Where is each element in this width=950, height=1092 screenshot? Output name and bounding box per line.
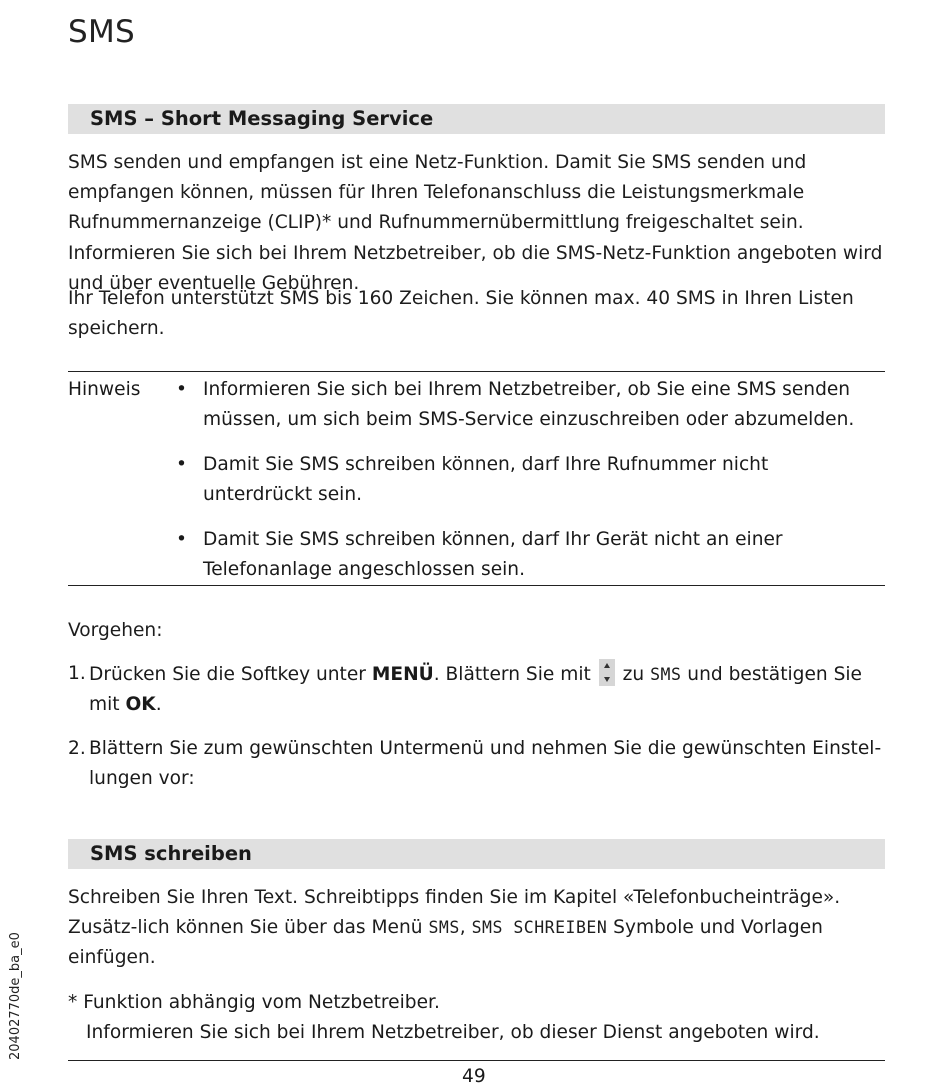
bullet-icon: • xyxy=(176,379,187,400)
lcd-menu-text: SMS xyxy=(650,665,682,684)
step-text-part: und bestätigen Sie mit xyxy=(89,664,862,716)
hint-bottom-rule xyxy=(68,585,885,586)
ok-key-label: OK xyxy=(125,694,156,716)
step-text-part: zu xyxy=(616,664,651,685)
footnote-line: Informieren Sie sich bei Ihrem Netzbetreiber, ob dieser Dienst angeboten wird. xyxy=(86,1022,820,1043)
step-text xyxy=(68,659,888,720)
section-heading-bar xyxy=(68,104,885,134)
step-text-part: . xyxy=(155,694,162,716)
intro-paragraph: SMS senden und empfangen ist eine Netz-Funktion. Damit Sie SMS senden und empfangen können, müssen für Ihren Telefonanschluss die Leistungsmerkmale Rufnummernanzeige (CLIP)* und Rufnummernübermittlung freigeschaltet sein. Informieren Sie sich bei Ihrem Netzbetreiber, ob die SMS-Netz-Funktion angeboten wird und über eventuelle Gebühren. xyxy=(68,152,883,294)
chapter-title: SMS xyxy=(68,14,136,50)
menu-key-label: MENÜ xyxy=(371,664,434,685)
hint-item xyxy=(176,450,876,510)
step-text: Blättern Sie zum gewünschten Untermenü und nehmen Sie die gewünschten Einstel-lungen vor: xyxy=(89,738,882,790)
paragraph-text-part: Schreiben Sie Ihren Text. Schreibtipps finden Sie im Kapitel «Telefonbucheinträge». Zusätz-lich können Sie über das Menü xyxy=(68,887,841,939)
footer-rule xyxy=(68,1060,885,1061)
write-sms-paragraph xyxy=(68,883,888,974)
procedure-label: Vorgehen: xyxy=(68,620,163,641)
lcd-menu-text: SMS xyxy=(428,918,460,938)
bullet-icon: • xyxy=(176,454,187,475)
procedure-step xyxy=(68,734,888,794)
hint-item xyxy=(176,525,876,585)
paragraph-text-part: Symbole und Vorlagen einfügen. xyxy=(68,917,823,969)
footnote-line: * Funktion abhängig vom Netzbetreiber. xyxy=(68,992,440,1013)
section-heading-bar xyxy=(68,839,885,869)
step-number: 1. xyxy=(68,663,86,684)
hint-top-rule xyxy=(68,371,885,372)
document-code: 20402770de_ba_e0 xyxy=(8,932,23,1060)
step-text-part: Drücken Sie die Softkey unter xyxy=(89,664,372,685)
page-number: 49 xyxy=(462,1066,486,1087)
hint-item-text: Damit Sie SMS schreiben können, darf Ihr Gerät nicht an einer Telefonanlage angeschlossen sein. xyxy=(203,529,783,581)
hint-item xyxy=(176,375,876,435)
bullet-icon: • xyxy=(176,529,187,550)
paragraph-text-part: , xyxy=(459,917,472,939)
lcd-menu-text: SMS SCHREIBEN xyxy=(471,918,608,938)
procedure-step xyxy=(68,659,888,720)
hint-item-text: Damit Sie SMS schreiben können, darf Ihre Rufnummer nicht unterdrückt sein. xyxy=(203,454,769,506)
hint-label: Hinweis xyxy=(68,379,141,400)
section-heading: SMS schreiben xyxy=(90,842,252,865)
capacity-paragraph: Ihr Telefon unterstützt SMS bis 160 Zeichen. Sie können max. 40 SMS in Ihren Listen speichern. xyxy=(68,288,854,340)
hint-item-text: Informieren Sie sich bei Ihrem Netzbetreiber, ob Sie eine SMS senden müssen, um sich beim SMS-Service einzuschreiben oder abzumelden. xyxy=(203,379,855,431)
step-number: 2. xyxy=(68,738,86,759)
step-text-part: . Blättern Sie mit xyxy=(433,664,597,685)
up-down-navigation-key-icon xyxy=(599,659,615,686)
section-heading: SMS – Short Messaging Service xyxy=(90,107,434,130)
